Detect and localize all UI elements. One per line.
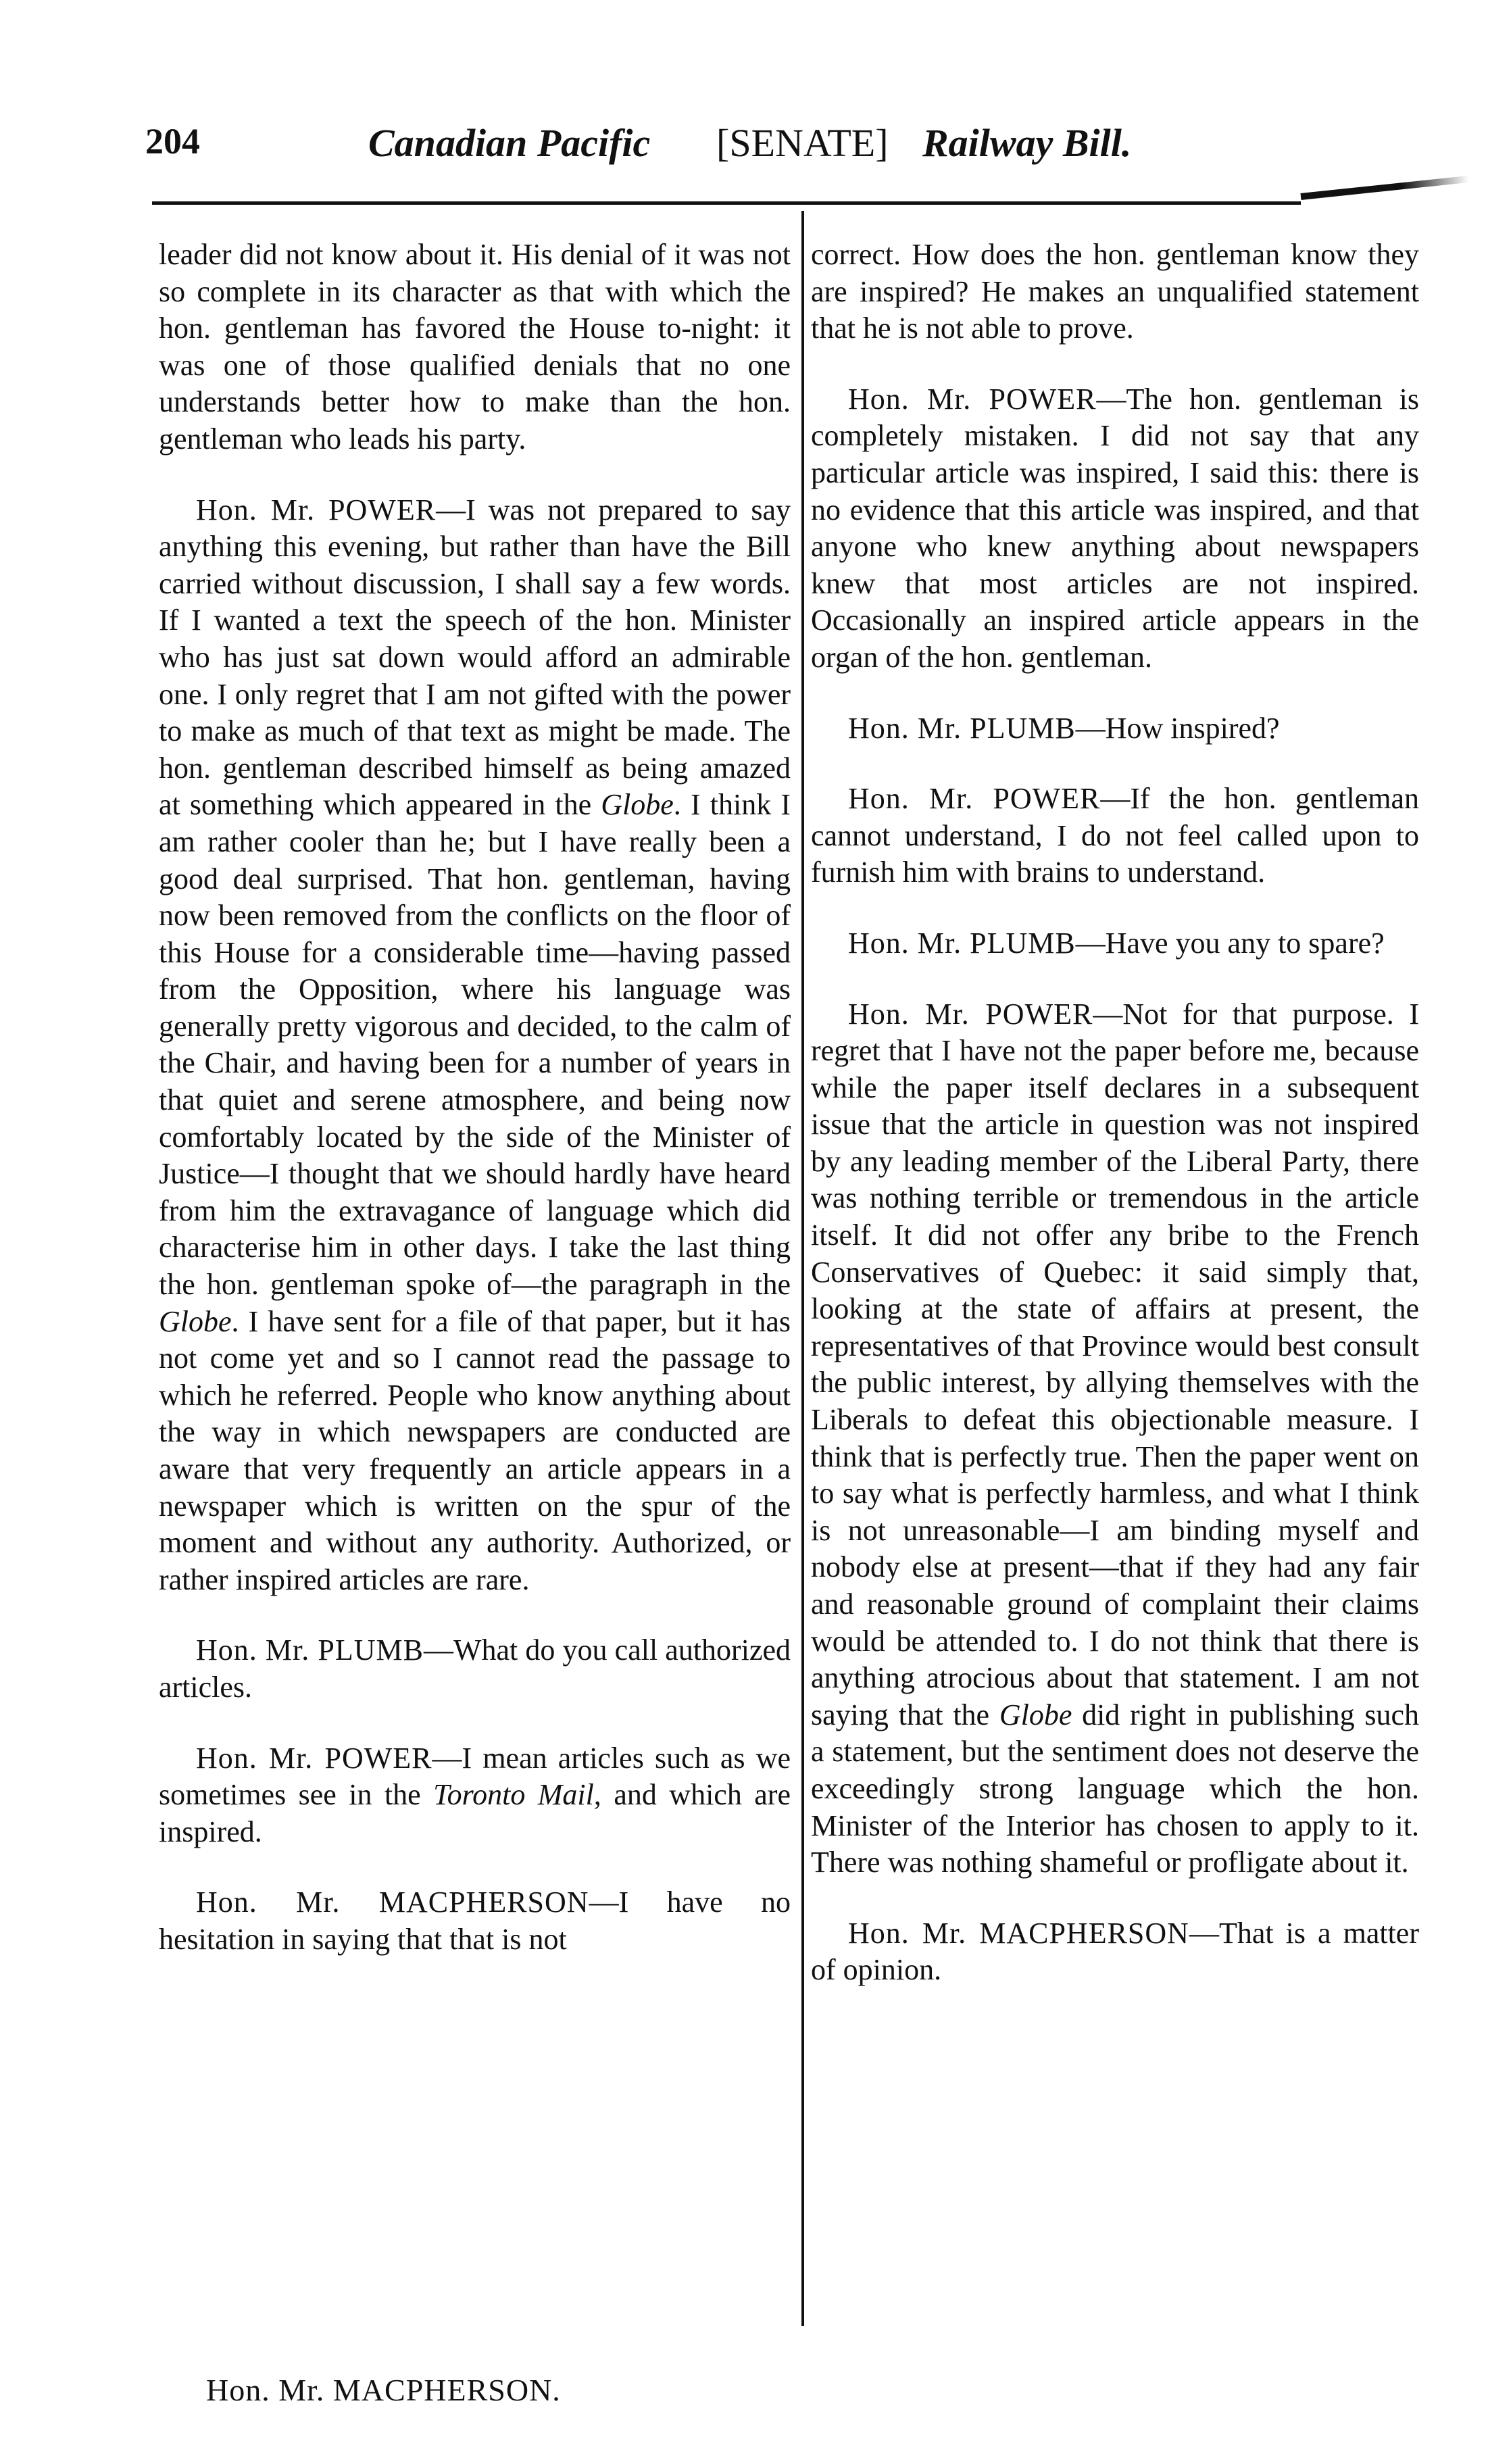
- right-column: [811, 237, 1419, 2023]
- speech-plumb-3: [811, 925, 1419, 962]
- speech-plumb-2: [811, 710, 1419, 747]
- speaker-name: Hon. Mr. POWER: [848, 782, 1101, 816]
- speech-power-5: [811, 996, 1419, 1881]
- paragraph-text: leader did not know about it. His denial of it was not so complete in its character as that with which the hon. gentleman has favored the House to-night: it was one of those qualified denials that no one understands better how to make than the hon. gentleman who leads his party.: [159, 238, 791, 455]
- speech-text: did right in publishing such a statement, but the sentiment does not deserve the exceedingly strong language which the hon. Minister of the Interior has chosen to apply to it. There was nothing shameful or profligate about it.: [811, 1698, 1420, 1879]
- paragraph: [159, 237, 791, 458]
- header-title-right: Railway Bill.: [922, 121, 1132, 165]
- speech-text: —That is a matter of opinion.: [811, 1916, 1419, 1987]
- speech-macpherson-2: [811, 1915, 1419, 1989]
- left-column: [159, 237, 791, 1992]
- speech-text: —Have you any to spare?: [1075, 926, 1385, 960]
- speech-text: —How inspired?: [1075, 711, 1280, 745]
- speaker-name: Hon. Mr. MACPHERSON: [848, 1916, 1189, 1950]
- speech-plumb-1: [159, 1632, 791, 1706]
- speech-text: —Not for that purpose. I regret that I have not the paper before me, because while the paper itself declares in a subsequent issue that the article in question was not inspired by any leading member of the Liberal Party, there was nothing terrible or tremendous in the article itself. It did not offer any bribe to the French Conservatives of Quebec: it said simply that, looking at the state of affairs at present, the representatives of that Province would best consult the public interest, by allying themselves with the Liberals to defeat this objectionable measure. I think that is perfectly true. Then the paper went on to say what is perfectly harmless, and what I think is not unreasonable—I am binding myself and nobody else at present—that if they had any fair and reasonable ground of complaint their claims would be attended to. I do not think that there is anything atrocious about that statement. I am not saying that the: [811, 997, 1420, 1731]
- speaker-name: Hon. Mr. POWER: [848, 997, 1093, 1031]
- newspaper-name: Globe: [159, 1304, 232, 1338]
- speech-text: —I was not prepared to say anything this evening, but rather than have the Bill carried without discussion, I shall say a few words. If I wanted a text the speech of the hon. Minister who has just sat down would afford an admirable one. I only regret that I am not gifted with the power to make as much of that text as might be made. The hon. gentleman described himself as being amazed at something which appeared in the: [159, 493, 791, 822]
- header-title-center: [SENATE]: [716, 121, 889, 165]
- speech-power-3: [811, 381, 1419, 676]
- speech-text: . I think I am rather cooler than he; but I have really been a good deal surprised. That hon. gentleman, having now been removed from the conflicts on the floor of this House for a considerable time—having passed from the Opposition, where his language was generally pretty vigorous and decided, to the calm of the Chair, and having been for a number of years in that quiet and serene atmosphere, and being now comfortably located by the side of the Minister of Justice—I thought that we should hardly have heard from him the extravagance of language which did characterise him in other days. I take the last thing the hon. gentleman spoke of—the paragraph in the: [159, 788, 791, 1302]
- speech-power-4: [811, 781, 1419, 891]
- speech-text: —I mean articles such as we sometimes see in the: [159, 1741, 791, 1812]
- newspaper-name: Globe: [601, 788, 674, 822]
- newspaper-name: Toronto Mail: [433, 1778, 594, 1812]
- speaker-name: Hon. Mr. POWER: [196, 493, 437, 526]
- speech-text: —The hon. gentleman is completely mistaken. I did not say that any particular article was inspired, I said this: there is no evidence that this article was inspired, and that anyone who knew anything about newspapers knew that most articles are not inspired. Occasionally an inspired article appears in the organ of the hon. gentleman.: [811, 382, 1419, 674]
- speech-text: —What do you call authorized articles.: [159, 1633, 791, 1704]
- speech-text: —If the hon. gentleman cannot understand, I do not feel called upon to furnish him with brains to understand.: [811, 782, 1419, 889]
- page-number: 204: [145, 121, 200, 162]
- newspaper-name: Globe: [999, 1698, 1072, 1731]
- speaker-name: Hon. Mr. POWER: [848, 382, 1097, 416]
- header-title-left: Canadian Pacific: [368, 121, 651, 165]
- speech-text: . I have sent for a file of that paper, but it has not come yet and so I cannot read the passage to which he referred. People who know anything about the way in which newspapers are conducted are aware that very frequently an article appears in a newspaper which is written on the spur of the moment and without any authority. Authorized, or rather inspired articles are rare.: [159, 1304, 791, 1596]
- speech-power-1: [159, 492, 791, 1599]
- speech-text: —I have no hesitation in saying that that is not: [159, 1886, 791, 1956]
- speaker-name: Hon. Mr. PLUMB: [848, 711, 1076, 745]
- column-divider: [801, 211, 804, 2326]
- speech-macpherson-1: [159, 1884, 791, 1958]
- paragraph-text: correct. How does the hon. gentleman know they are inspired? He makes an unqualified statement that he is not able to prove.: [811, 238, 1419, 345]
- speaker-name: Hon. Mr. POWER: [196, 1741, 432, 1775]
- running-header: [145, 114, 1345, 188]
- speaker-name: Hon. Mr. PLUMB: [196, 1633, 424, 1667]
- catchword-footer: Hon. Mr. MACPHERSON.: [206, 2373, 561, 2407]
- paragraph: [811, 237, 1419, 347]
- speech-text: , and which are inspired.: [159, 1778, 791, 1848]
- speaker-name: Hon. Mr. MACPHERSON: [196, 1886, 589, 1919]
- speech-power-2: [159, 1740, 791, 1851]
- speaker-name: Hon. Mr. PLUMB: [848, 926, 1076, 960]
- header-rule: [152, 201, 1301, 205]
